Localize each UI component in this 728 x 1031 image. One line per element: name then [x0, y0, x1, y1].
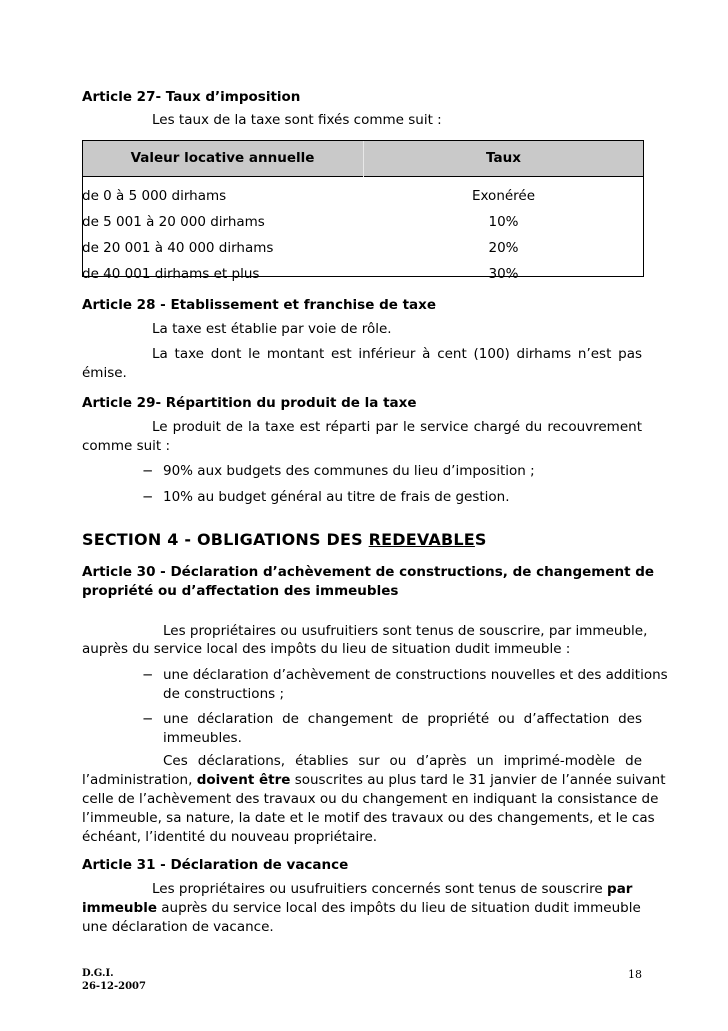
emphasis-par: par	[607, 881, 633, 897]
article-31-line3: une déclaration de vacance.	[82, 919, 274, 935]
article-27-title: Article 27- Taux d’imposition	[82, 89, 301, 105]
article-30-p1-line2: auprès du service local des impôts du lieu de situation dudit immeuble :	[82, 641, 571, 657]
section-title-underlined: REDEVABLE	[368, 530, 475, 549]
bullet-dash: −	[142, 711, 154, 727]
bullet-dash: −	[142, 489, 154, 505]
text-segment: auprès du service local des impôts du lieu de situation dudit immeuble	[156, 900, 641, 916]
section-title-prefix: SECTION 4 - OBLIGATIONS DES	[82, 530, 369, 549]
text-segment	[82, 771, 666, 789]
article-29-bullet2: 10% au budget général au titre de frais de gestion.	[163, 489, 510, 505]
article-28-p2-line2: émise.	[82, 365, 127, 381]
text-segment: souscrites au plus tard le 31 janvier de l’année suivant	[290, 772, 666, 788]
table-cell-rate: 20%	[488, 240, 519, 256]
header-taux: Taux	[363, 140, 644, 177]
article-31-title: Article 31 - Déclaration de vacance	[82, 857, 349, 873]
article-30-p2-line4: l’immeuble, sa nature, la date et le motif des travaux ou des changements, et le cas	[82, 810, 655, 826]
article-30-bullet2-line2: immeubles.	[163, 730, 242, 746]
text-segment: Les propriétaires ou usufruitiers concernés sont tenus de souscrire	[152, 881, 608, 897]
table-cell-rate: 30%	[488, 266, 519, 282]
article-30-bullet2-line1: une déclaration de changement de propriété ou d’affectation des	[163, 711, 642, 727]
bullet-dash: −	[142, 667, 154, 683]
bullet-dash: −	[142, 463, 154, 479]
table-header-separator	[363, 141, 364, 177]
article-31-line1	[152, 880, 642, 898]
page-number: 18	[628, 968, 642, 981]
article-30-p2-line2	[82, 771, 666, 789]
table-cell-rate: Exonérée	[471, 188, 536, 204]
article-30-p2-line5: échéant, l’identité du nouveau propriétaire.	[82, 829, 378, 845]
article-28-p2-line1: La taxe dont le montant est inférieur à cent (100) dirhams n’est pas	[152, 346, 642, 362]
header-valeur-locative: Valeur locative annuelle	[82, 140, 363, 177]
article-30-bullet1-line2: de constructions ;	[163, 686, 284, 702]
footer-date: 26-12-2007	[82, 981, 146, 992]
table-cell-range: de 40 001 dirhams et plus	[82, 266, 260, 282]
article-30-p2-line3: celle de l’achèvement des travaux ou du changement en indiquant la consistance de	[82, 791, 659, 807]
article-30-bullet1-line1: une déclaration d’achèvement de constructions nouvelles et des additions	[163, 667, 668, 683]
table-cell-range: de 0 à 5 000 dirhams	[82, 188, 227, 204]
article-30-p2-line1: Ces déclarations, établies sur ou d’après un imprimé-modèle de	[163, 753, 642, 769]
article-29-p-line1: Le produit de la taxe est réparti par le service chargé du recouvrement	[152, 419, 642, 435]
table-cell-rate: 10%	[488, 214, 519, 230]
emphasis-immeuble: immeuble	[82, 900, 157, 916]
table-cell-range: de 20 001 à 40 000 dirhams	[82, 240, 274, 256]
article-29-bullet1: 90% aux budgets des communes du lieu d’imposition ;	[163, 463, 535, 479]
text-segment: l’administration,	[82, 772, 197, 788]
article-30-title-line2: propriété ou d’affectation des immeubles	[82, 583, 399, 599]
table-cell-range: de 5 001 à 20 000 dirhams	[82, 214, 265, 230]
article-28-title: Article 28 - Etablissement et franchise de taxe	[82, 297, 437, 313]
article-27-intro: Les taux de la taxe sont fixés comme suit :	[152, 112, 442, 128]
article-28-p1: La taxe est établie par voie de rôle.	[152, 321, 392, 337]
article-29-title: Article 29- Répartition du produit de la taxe	[82, 395, 417, 411]
article-29-p-line2: comme suit :	[82, 438, 171, 454]
emphasis-doivent-etre: doivent être	[196, 772, 291, 788]
article-30-p1-line1: Les propriétaires ou usufruitiers sont tenus de souscrire, par immeuble,	[163, 623, 648, 639]
section-title-suffix: S	[474, 530, 487, 549]
footer-org: D.G.I.	[82, 968, 114, 979]
article-31-line2	[82, 899, 641, 917]
article-30-title-line1: Article 30 - Déclaration d’achèvement de constructions, de changement de	[82, 564, 655, 580]
section-title	[82, 530, 487, 550]
